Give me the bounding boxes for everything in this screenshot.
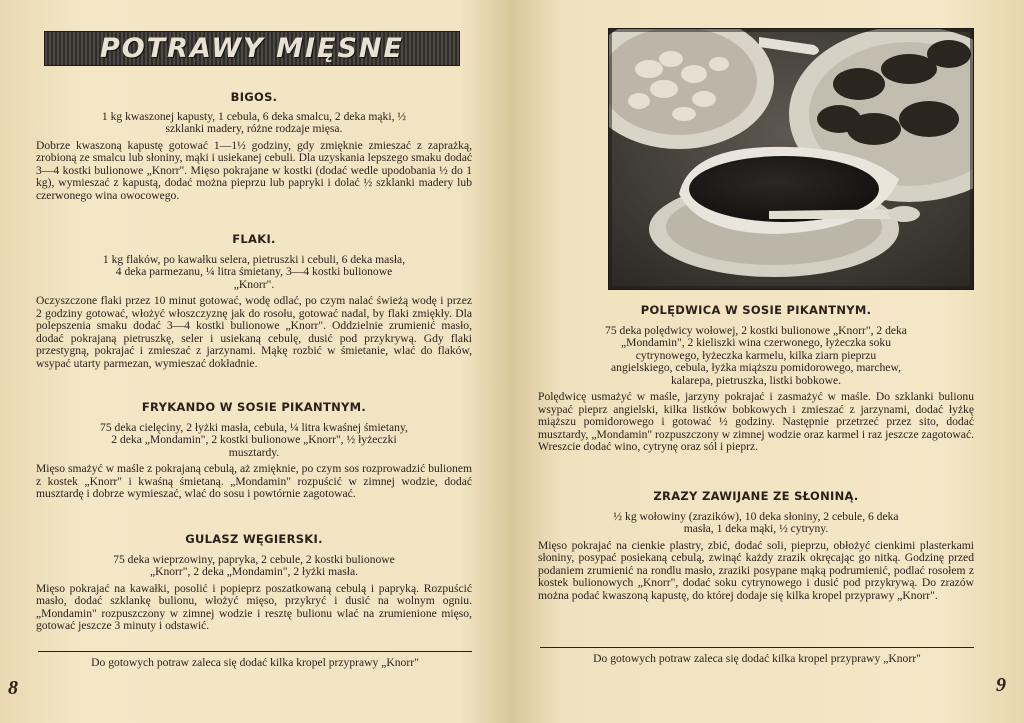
page-number: 9: [996, 674, 1006, 696]
recipe-title: GULASZ WĘGIERSKI.: [185, 532, 323, 546]
recipe-ingredients: 75 deka cielęciny, 2 łyżki masła, cebula, ¼ litra kwaśnej śmietany, 2 deka „Mondamin", 2 kostki bulionowe „Knorr", ½ łyżeczki musztardy.: [100, 420, 408, 459]
recipe-ingredients: 1 kg kwaszonej kapusty, 1 cebula, 6 deka smalcu, 2 deka mąki, ½ szklanki madery, różne rodzaje mięsa.: [101, 109, 407, 135]
recipe-title: POLĘDWICA W SOSIE PIKANTNYM.: [640, 303, 872, 317]
dish-photo-illustration: [609, 29, 973, 289]
recipe-frykando: [36, 401, 472, 501]
footer-note: Do gotowych potraw zaleca się dodać kilka kropel przyprawy „Knorr": [593, 652, 921, 665]
page-number: 8: [8, 677, 18, 699]
footer-note: Do gotowych potraw zaleca się dodać kilka kropel przyprawy „Knorr": [91, 656, 419, 669]
section-heading: POTRAWY MIĘSNE: [100, 33, 404, 64]
recipe-zrazy: [538, 490, 974, 602]
recipe-poledwica: [538, 304, 974, 454]
left-page: [0, 0, 505, 723]
recipe-ingredients: 75 deka polędwicy wołowej, 2 kostki bulionowe „Knorr", 2 deka „Mondamin", 2 kieliszki wina czerwonego, łyżeczka soku cytrynowego, łyżeczka karmelu, kilka ziarn pieprzu angielskiego, cebula, łyżka miąższu pomidorowego, marchew, kalarepa, pietruszka, listki bobkowe.: [605, 323, 907, 387]
recipe-method: Oczyszczone flaki przez 10 minut gotować, wodę odlać, po czym nalać świeżą wodę i przez 2 godziny gotować, włożyć włoszczyznę jak do rosołu, gotować nadal, by flaki zmiękły. Dla polepszenia smaku dodać 3—4 kostki bulionowe „Knorr". Oddzielnie zrumienić masło, dodać pokrajaną pietruszkę, seler i usiekaną cebulę, dusić pod przykrywą. Gdy flaki przestygną, pokrajać i zmieszać z jarzynami. Mąkę rozbić w śmietanie, wlać do flaków, wsypać utarty parmezan, wymieszać dokładnie.: [36, 294, 472, 370]
recipe-ingredients: 75 deka wieprzowiny, papryka, 2 cebule, 2 kostki bulionowe „Knorr", 2 deka „Mondamin", 2 łyżki masła.: [113, 552, 395, 578]
recipe-method: Polędwicę usmażyć w maśle, jarzyny pokrajać i zasmażyć w maśle. Do szklanki bulionu wsypać pieprz angielski, kilka listków bobkowych i zmieszać z jarzynami, dodać łyżkę miąższu pomidorowego i gotować ½ godziny. Następnie przetrzeć przez sito, dodać musztardy, „Mondamin" rozpuszczony w zimnej wodzie oraz karmel i raz jeszcze zagotować. Wreszcie dodać wino, cytrynę oraz sól i pieprz.: [538, 390, 974, 453]
recipe-title: ZRAZY ZAWIJANE ZE SŁONINĄ.: [653, 489, 859, 503]
right-page: [512, 0, 1024, 723]
recipe-method: Mięso smażyć w maśle z pokrajaną cebulą, aż zmięknie, po czym sos rozprowadzić bulionem z kostek „Knorr" i kwaśną śmietaną. „Mondamin" rozpuścić w zimnej wodzie, dodać musztardę i dobrze wymieszać, wlać do sosu i powtórnie zagotować.: [36, 462, 472, 500]
recipe-ingredients: ½ kg wołowiny (zrazików), 10 deka słoniny, 2 cebule, 6 deka masła, 1 deka mąki, ½ cytryny.: [613, 509, 899, 535]
recipe-method: Mięso pokrajać na kawałki, posolić i popieprz poszatkowaną cebulą i papryką. Rozpuścić masło, dodać szklankę bulionu, włożyć mięso, przykryć i dusić na wolnym ogniu. „Mondamin" rozpuszczony w zimnej wodzie i resztę bulionu wlać na zrumienione mięso, gotować jeszcze 3 minuty i odstawić.: [36, 581, 472, 632]
section-heading-banner: [44, 31, 460, 66]
recipe-title: FRYKANDO W SOSIE PIKANTNYM.: [141, 400, 367, 414]
footer-rule: [38, 651, 472, 652]
recipe-method: Dobrze kwaszoną kapustę gotować 1—1½ godziny, gdy zmięknie zmieszać z zaprażką, zrobioną ze smalcu lub słoniny, mąki i usiekanej cebuli. Dla uzyskania lepszego smaku dodać 3—4 kostki bulionowe „Knorr". Mięso pokrajane w kostki (dodać wedle upodobania ½ do 1 kg), wymieszać z kapustą, dodać można pieprzu lub papryki i dolać ½ szklanki madery lub czerwonego wina owocowego.: [36, 138, 472, 202]
recipe-title: FLAKI.: [232, 232, 276, 246]
recipe-bigos: [36, 91, 472, 202]
footer-rule: [540, 647, 974, 648]
dish-photograph: [608, 28, 974, 290]
recipe-gulasz: [36, 533, 472, 633]
recipe-title: BIGOS.: [230, 90, 278, 104]
recipe-flaki: [36, 233, 472, 370]
recipe-method: Mięso pokrajać na cienkie plastry, zbić, dodać soli, pieprzu, obłożyć cienkimi plasterkami słoniny, posypać posiekaną cebulą, zwinąć każdy zrazik okręcając go nitką. Godzinę przed podaniem zrumienić na rondlu masło, zraziki posypane mąką podrumienić, podlać rosołem z kostek bulionowych „Knorr", dodać soku cytrynowego i dusić pod przykrywą. Do zrazów można podać kwaszoną kapustę, do której dodaje się kilka kropel przyprawy „Knorr".: [538, 538, 974, 602]
recipe-ingredients: 1 kg flaków, po kawałku selera, pietruszki i cebuli, 6 deka masła, 4 deka parmezanu, ¼ litra śmietany, 3—4 kostki bulionowe „Knorr".: [102, 252, 406, 291]
